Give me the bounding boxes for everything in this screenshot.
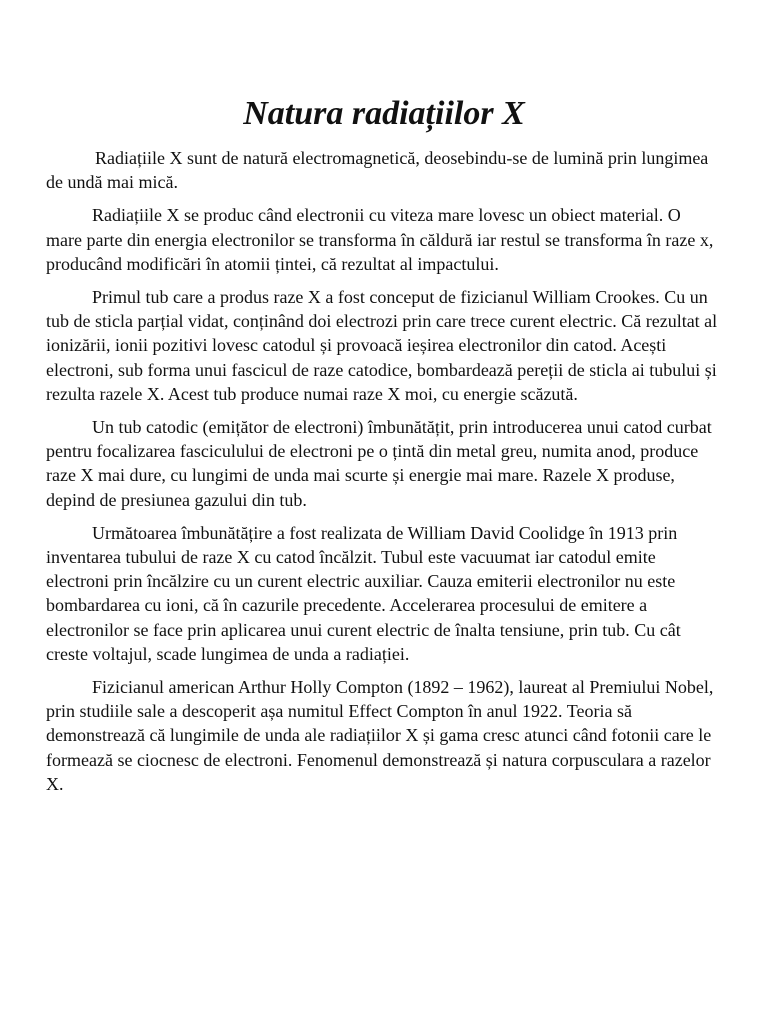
paragraph-6: Fizicianul american Arthur Holly Compton (1892 – 1962), laureat al Premiului Nobel, prin studiile sale a descoperit așa numitul Effect Compton în anul 1922. Teoria să demonstrează că lungimile de unda ale radiațiilor X și gama cresc atunci când fotonii care le formează se ciocnesc de electroni. Fenomenul demonstrează și natura corpusculara a razelor X. [46,677,714,794]
paragraph-4: Un tub catodic (emițător de electroni) îmbunătățit, prin introducerea unui catod curbat pentru focalizarea fasciculului de electroni pe o țintă din metal greu, numita anod, produce raze X mai dure, cu lungimi de unda mai scurte și energie mai mare. Razele X produse, depind de presiunea gazului din tub. [46,417,712,510]
page-title: Natura radiațiilor X [243,95,525,132]
document-body [46,146,720,805]
paragraph-1: Radiațiile X sunt de natură electromagnetică, deosebindu-se de lumină prin lungimea de undă mai mică. [46,148,709,193]
paragraph-3: Primul tub care a produs raze X a fost conceput de fizicianul William Crookes. Cu un tub de sticla parțial vidat, conținând doi electrozi prin care trece curent electric. Că rezultat al ionizării, ionii pozitivi lovesc catodul și provoacă ieșirea electronilor din catod. Acești electroni, sub forma unui fascicul de raze catodice, bombardează pereții de sticla ai tubului și rezulta razele X. Acest tub produce numai raze X moi, cu energie scăzută. [46,287,718,404]
paragraph-5: Următoarea îmbunătățire a fost realizata de William David Coolidge în 1913 prin inventarea tubului de raze X cu catod încălzit. Tubul este vacuumat iar catodul emite electroni prin încălzire cu un curent electric auxiliar. Cauza emiterii electronilor nu este bombardarea cu ioni, că în cazurile precedente. Accelerarea procesului de emitere a electronilor se face prin aplicarea unui curent electric de înalta tensiune, prin tub. Cu cât creste voltajul, scade lungimea de unda a radiației. [46,522,681,664]
paragraph-2: Radiațiile X se produc când electronii cu viteza mare lovesc un obiect material. O mare parte din energia electronilor se transforma în căldură iar restul se transforma în raze x, producând modificări în atomii țintei, că rezultat al impactului. [46,205,714,274]
